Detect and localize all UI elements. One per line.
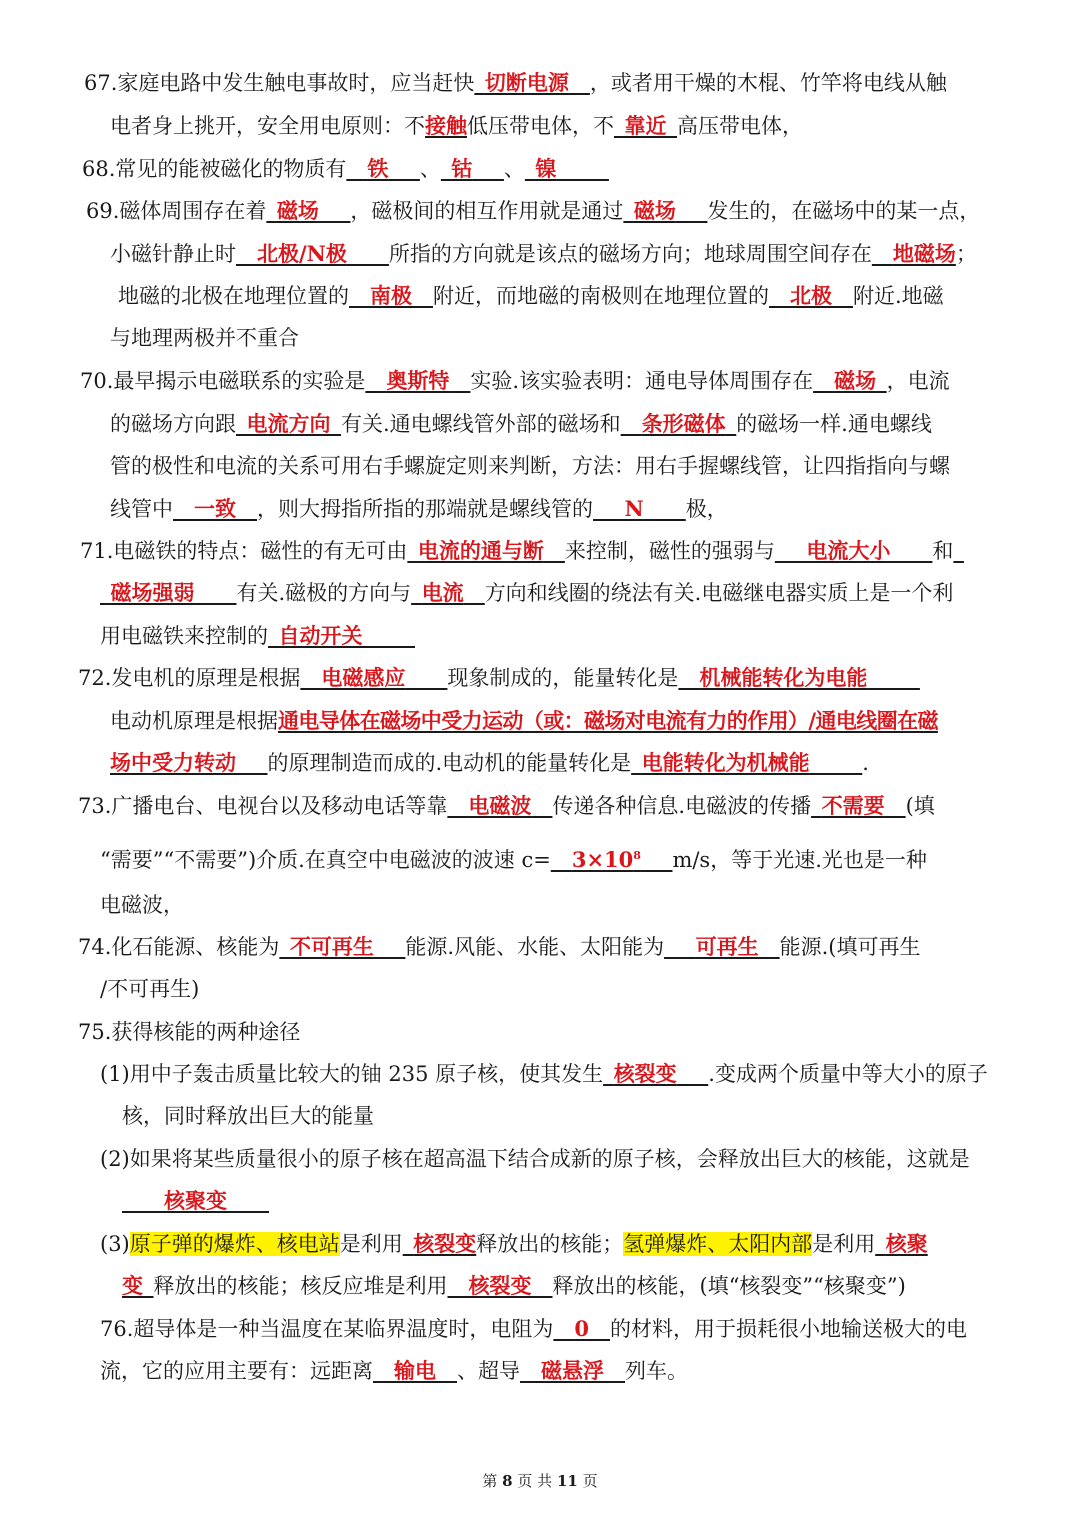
- q76-line-1: 76.超导体是一种当温度在某临界温度时，电阻为__0__的材料，用于损耗很小地输送极大的电: [100, 1316, 968, 1341]
- q70-line-4: 线管中__一致__，则大拇指所指的那端就是螺线管的___N____极，: [110, 496, 728, 521]
- answer-blank: 电流大小: [806, 538, 891, 563]
- answer-blank: 输电: [394, 1358, 436, 1383]
- q69-line-3: 地磁的北极在地理位置的__南极__附近，而地磁的南极则在地理位置的__北极__附近.地磁: [118, 283, 944, 308]
- answer-blank: 0: [574, 1316, 590, 1341]
- answer-blank: 北极: [790, 283, 832, 308]
- answer-blank: 铁: [367, 156, 389, 181]
- page-number: 8: [502, 1472, 513, 1490]
- answer-blank: 磁场: [633, 198, 676, 223]
- answer-blank: 北极/N极: [257, 241, 347, 266]
- q76-line-2: 流，它的应用主要有：远距离__输电__、超导__磁悬浮__列车。: [100, 1358, 688, 1383]
- q75-part-3-line-2: 变_释放出的核能；核反应堆是利用__核裂变__释放出的核能，(填“核裂变”“核聚变”): [122, 1273, 906, 1298]
- q73-line-2: “需要”“不需要”)介质.在真空中电磁波的波速 $c=\_\_3\times 10^8\_\_\_m/s$，等于光速.光也是一种: [100, 847, 927, 872]
- answer-blank: 磁悬浮: [541, 1358, 604, 1383]
- answer-blank: 核裂变: [613, 1061, 677, 1086]
- q75-part-2-line-1: (2)如果将某些质量很小的原子核在超高温下结合成新的原子核，会释放出巨大的核能，这就是: [100, 1147, 970, 1171]
- q75-title: 75.获得核能的两种途径: [78, 1020, 301, 1044]
- answer-blank: 核聚变: [164, 1188, 227, 1213]
- answer-blank: 电磁感应: [321, 665, 406, 690]
- q75-part-3-line-1: (3)原子弹的爆炸、核电站是利用_核裂变释放出的核能；氢弹爆炸、太阳内部是利用_核聚: [100, 1231, 928, 1256]
- highlight-text: 原子弹的爆炸、核电站: [129, 1232, 340, 1256]
- q75-part-2-line-2: ____核聚变____: [122, 1188, 269, 1213]
- answer-blank: 接触: [425, 113, 467, 138]
- answer-blank: 可再生: [695, 934, 759, 959]
- answer-blank: 核裂变: [468, 1273, 532, 1298]
- answer-blank: 一致: [194, 496, 236, 521]
- q72-line-2: 电动机原理是根据通电导体在磁场中受力运动（或：磁场对电流有力的作用）/通电线圈在磁: [110, 708, 938, 733]
- answer-blank: 切断电源: [484, 70, 569, 95]
- answer-blank: 镍: [535, 156, 557, 181]
- highlight-text: 氢弹爆炸、太阳内部: [623, 1232, 813, 1256]
- answer-blank: 电流: [421, 580, 464, 605]
- q68-line-1: 68.常见的能被磁化的物质有__铁___、_钴___、_镍_____: [82, 156, 609, 181]
- answer-blank: 电能转化为机械能: [641, 750, 810, 775]
- q69-line-1: 69.磁体周围存在着_磁场___，磁极间的相互作用就是通过_磁场___发生的，在磁场中的某一点，: [86, 198, 981, 223]
- q73-line-3: 电磁波，: [100, 893, 184, 917]
- answer-blank: 靠近: [624, 113, 667, 138]
- q67-line-1: 67.家庭电路中发生触电事故时，应当赶快_切断电源__，或者用干燥的木棍、竹竿将电线从触: [84, 70, 947, 95]
- q69-line-4: 与地理两极并不重合: [110, 326, 299, 350]
- answer-blank: 电流方向: [246, 411, 331, 436]
- q70-line-2: 的磁场方向跟_电流方向_有关.通电螺线管外部的磁场和__条形磁体_的磁场一样.通电螺线: [110, 411, 932, 436]
- answer-blank: 南极: [370, 283, 412, 308]
- q75-part-1-line-2: 核，同时释放出巨大的能量: [122, 1104, 374, 1128]
- answer-blank: 磁场: [276, 198, 319, 223]
- answer-blank: 条形磁体: [641, 411, 726, 436]
- answer-blank: 场中受力转动: [110, 750, 236, 775]
- q71-line-1: 71.电磁铁的特点：磁性的有无可由_电流的通与断__来控制，磁性的强弱与___电流大小____和_: [80, 538, 964, 563]
- answer-blank: 通电导体在磁场中受力运动（或：磁场对电流有力的作用）/通电线圈在磁: [278, 708, 938, 733]
- q72-line-1: 72.发电机的原理是根据__电磁感应____现象制成的，能量转化是__机械能转化为电能_____: [78, 665, 920, 690]
- q70-line-3: 管的极性和电流的关系可用右手螺旋定则来判断，方法：用右手握螺线管，让四指指向与螺: [110, 454, 950, 478]
- answer-blank: 自动开关: [278, 623, 363, 648]
- answer-blank: 机械能转化为电能: [699, 665, 868, 690]
- answer-blank: 奥斯特: [386, 368, 450, 393]
- q75-part-1-line-1: (1)用中子轰击质量比较大的铀 235 原子核，使其发生_核裂变___.变成两个质量中等大小的原子: [100, 1061, 988, 1086]
- answer-blank: 电流的通与断: [417, 538, 544, 563]
- q70-line-1: 70.最早揭示电磁联系的实验是__奥斯特__实验.该实验表明：通电导体周围存在__磁场_，电流: [80, 368, 950, 393]
- answer-blank: 钴: [451, 156, 473, 181]
- answer-blank: 核聚: [885, 1231, 928, 1256]
- q71-line-3: 用电磁铁来控制的_自动开关_____: [100, 623, 415, 648]
- q74-line-1: 74.化石能源、核能为_不可再生___能源.风能、水能、太阳能为___可再生__能源.(填可再生: [78, 934, 921, 959]
- answer-blank: 变: [122, 1273, 143, 1298]
- q71-line-2: _磁场强弱____有关.磁极的方向与_电流__方向和线圈的绕法有关.电磁继电器实质上是一个利: [100, 580, 954, 605]
- answer-blank: 不需要: [821, 793, 885, 818]
- answer-blank: 核裂变: [413, 1231, 477, 1256]
- total-pages: 11: [556, 1472, 578, 1490]
- answer-blank: N: [624, 496, 644, 521]
- answer-blank: 磁场强弱: [110, 580, 195, 605]
- q73-line-1: 73.广播电台、电视台以及移动电话等靠__电磁波__传递各种信息.电磁波的传播_不需要__(填: [78, 793, 935, 818]
- answer-blank: 地磁场: [892, 241, 956, 266]
- answer-blank: $3\times 10^8$: [571, 847, 641, 872]
- q67-line-2: 电者身上挑开，安全用电原则：不接触低压带电体，不_靠近_高压带电体，: [110, 113, 803, 138]
- q74-line-2: /不可再生): [100, 977, 200, 1001]
- answer-blank: 不可再生: [289, 934, 374, 959]
- answer-blank: 电磁波: [468, 793, 532, 818]
- answer-blank: 磁场: [834, 368, 877, 393]
- page-footer: 第 8 页 共 11 页: [482, 1472, 598, 1490]
- q72-line-3: 场中受力转动___的原理制造而成的.电动机的能量转化是_电能转化为机械能_____.: [110, 750, 869, 775]
- q69-line-2: 小磁针静止时__北极/N极____所指的方向就是该点的磁场方向；地球周围空间存在__地磁场；: [110, 241, 977, 266]
